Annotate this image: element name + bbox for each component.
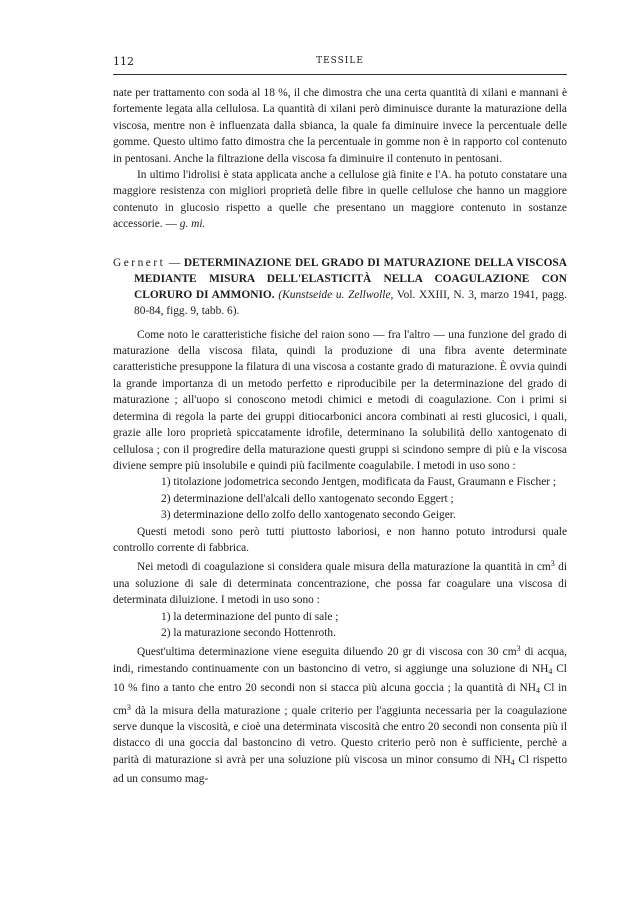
content-paragraph-2: Questi metodi sono però tutti piuttosto laboriosi, e non hanno potuto introdursi quale controllo corrente di fabbrica. bbox=[113, 525, 567, 554]
p4-text-a: Quest'ultima determinazione viene eseguita diluendo 20 gr di viscosa con 30 cm bbox=[137, 646, 517, 659]
article-source-journal: (Kunstseide u. Zellwolle, bbox=[278, 288, 394, 301]
p3-text-b: di una soluzione di sale di determinata concentrazione, che possa far coagulare una viscosa di determinata diluizione. I metodi in uso sono : bbox=[113, 561, 567, 607]
p4-text-c: Cl 10 % fino a tanto che entro 20 secondi non si stacca più alcuna goccia ; la quantità di NH bbox=[113, 662, 567, 695]
p3-text-a: Nei metodi di coagulazione si considera quale misura della maturazione la quantità in cm bbox=[137, 561, 551, 574]
content-paragraph-3 bbox=[113, 556, 567, 608]
p4-text-d: Cl in cm bbox=[113, 682, 567, 717]
signature: g. mi. bbox=[179, 218, 206, 231]
intro-paragraph-2 bbox=[113, 167, 567, 233]
list1-item-3: 3) determinazione dello zolfo dello xantogenato secondo Geiger. bbox=[161, 509, 456, 522]
article-author: Gernert bbox=[113, 256, 166, 269]
list1-item-1: 1) titolazione jodometrica secondo Jentgen, modificata da Faust, Graumann e Fischer ; bbox=[161, 476, 557, 489]
article-heading bbox=[113, 255, 567, 319]
p4-superscript-1: 3 bbox=[516, 644, 521, 654]
intro-paragraph-2-text: In ultimo l'idrolisi è stata applicata anche a cellulose già finite e l'A. ha potuto constatare una maggiore resistenza con migliori proprietà delle fibre in quelle cellulose che hanno un maggiore contenuto in glucosio rispetto a quelle che presentano un maggiore contenuto in sostanze accessorie. — bbox=[113, 169, 567, 231]
content-paragraph-4 bbox=[113, 641, 567, 787]
p4-text-b: di acqua, indi, rimestando continuamente con un bastoncino di vetro, si aggiunge una soluzione di NH bbox=[113, 646, 567, 675]
p4-text-f: Cl rispetto ad un consumo mag- bbox=[113, 753, 568, 786]
p3-superscript: 3 bbox=[550, 559, 555, 569]
p4-subscript-3: 4 bbox=[510, 757, 515, 767]
list2-item-2: 2) la maturazione secondo Hottenroth. bbox=[161, 626, 336, 639]
p4-subscript-2: 4 bbox=[535, 686, 540, 696]
body-text bbox=[113, 85, 567, 788]
running-title: TESSILE bbox=[316, 56, 364, 66]
article-source-details: Vol. XXIII, N. 3, marzo 1941, pagg. 80-84, figg. 9, tabb. 6). bbox=[134, 288, 567, 317]
p4-subscript-1: 4 bbox=[548, 666, 553, 676]
article-title: DETERMINAZIONE DEL GRADO DI MATURAZIONE DELLA VISCOSA MEDIANTE MISURA DELL'ELASTICITÀ NELLA COAGULAZIONE CON CLORURO DI AMMONIO. bbox=[134, 256, 567, 301]
intro-paragraph-1: nate per trattamento con soda al 18 %, il che dimostra che una certa quantità di xilani e mannani è fortemente legata alla cellulosa. La quantità di xilani però diminuisce durante la maturazione della viscosa, mentre non è influenzata dalla sbianca, la quale fa diminuire invece la percentuale delle gomme. Questo ultimo fatto dimostra che la percentuale in gomme non è in rapporto col contenuto in pentosani. Anche la filtrazione della viscosa fa diminuire il contenuto in pentosani. bbox=[113, 87, 567, 165]
list1-item-2: 2) determinazione dell'alcali dello xantogenato secondo Eggert ; bbox=[161, 492, 454, 505]
content-paragraph-1: Come noto le caratteristiche fisiche del raion sono — fra l'altro — una funzione del grado di maturazione della viscosa filata, quindi la produzione di una fibra avente determinate caratteristiche presuppone la filatura di una viscosa a costante grado di maturazione. È ovvia quindi la grande importanza di un metodo perfetto e riproducibile per la determinazione del grado di maturazione ; all'uopo si conoscono metodi chimici e metodi di coagulazione. Con i primi si determina di regola la parte dei gruppi ditiocarbonici ancora combinati ai resti glucosici, i quali, grazie alle loro proprietà spiccatamente idrofile, determinano la solubilità dello xantogenato di cellulosa ; con il progredire della maturazione questi gruppi si scindono sempre di più e la viscosa diviene sempre più insolubile e quindi più facilmente coagulabile. I metodi in uso sono : bbox=[113, 328, 567, 472]
list2-item-1: 1) la determinazione del punto di sale ; bbox=[161, 610, 339, 623]
p4-superscript-2: 3 bbox=[126, 702, 131, 712]
p4-text-e: dà la misura della maturazione ; quale criterio per l'aggiunta necessaria per la coagulazione serve dunque la viscosità, e cioè una determinata viscosità che entro 20 secondi non consenta più il distacco di una goccia dal bastoncino di vetro. Questo criterio però non è sufficiente, perchè a parità di maturazione si avrà per una soluzione più viscosa un minor consumo di NH bbox=[113, 704, 567, 766]
page-number: 112 bbox=[113, 55, 134, 68]
article-dash: — bbox=[165, 256, 184, 269]
page-header bbox=[113, 55, 567, 69]
header-rule bbox=[113, 74, 567, 75]
